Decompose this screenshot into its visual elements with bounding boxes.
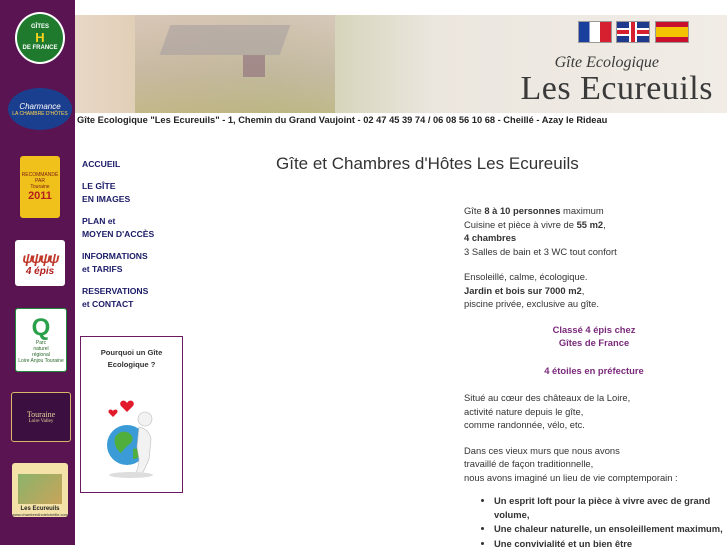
description-line-3: nous avons imaginé un lieu de vie comptemporain : bbox=[464, 471, 678, 483]
parc-line2: naturel bbox=[33, 346, 49, 352]
description-paragraph bbox=[464, 444, 724, 485]
nav-gite-label-1: LE GÎTE bbox=[82, 181, 116, 191]
nav-info-label-1: INFORMATIONS bbox=[82, 251, 148, 261]
charmance-logo[interactable] bbox=[8, 88, 72, 130]
heart-icon-small bbox=[108, 410, 117, 417]
page-title: Gîte et Chambres d'Hôtes Les Ecureuils bbox=[276, 154, 579, 173]
location-paragraph bbox=[464, 391, 724, 432]
capacity-text-c: maximum bbox=[560, 205, 604, 216]
kitchen-text-a: Cuisine et pièce à vivre de bbox=[464, 218, 577, 230]
kitchen-text-c: , bbox=[603, 218, 606, 230]
nav-informations-tarifs[interactable] bbox=[82, 250, 182, 276]
description-line-1: Dans ces vieux murs que nous avons bbox=[464, 444, 620, 456]
banner-title: Les Ecureuils bbox=[520, 70, 713, 107]
ecologique-question-1: Pourquoi un Gîte bbox=[100, 348, 163, 357]
recommande-name: Touraine bbox=[30, 184, 50, 190]
bedrooms-count: 4 chambres bbox=[464, 232, 517, 243]
capacity-paragraph bbox=[464, 204, 724, 258]
nav-reservations-contact[interactable] bbox=[82, 285, 182, 311]
nav-plan-label-2: MOYEN D'ACCÈS bbox=[82, 229, 155, 239]
wheat-icon: ψψψψ bbox=[22, 249, 58, 266]
recommande-touraine-badge[interactable] bbox=[20, 156, 60, 218]
epis-badge[interactable] bbox=[15, 240, 65, 286]
banner-subtitle: Gîte Ecologique bbox=[554, 54, 659, 71]
classification-paragraph bbox=[464, 323, 724, 350]
pool-text: piscine privée, exclusive au gîte. bbox=[464, 298, 599, 309]
environment-paragraph bbox=[464, 270, 724, 311]
heart-icon bbox=[120, 401, 134, 412]
nav-resa-label-1: RESERVATIONS bbox=[82, 286, 149, 296]
header-banner bbox=[75, 15, 727, 113]
nav-gite-label-2: EN IMAGES bbox=[82, 194, 131, 204]
gites-logo-mark: H bbox=[35, 30, 45, 45]
classification-line-2: Gîtes de France bbox=[558, 337, 630, 348]
location-line-3: comme randonnée, vélo, etc. bbox=[464, 419, 585, 430]
list-item: • Une convivialité et un bien être bbox=[494, 537, 724, 551]
banner-roof bbox=[160, 25, 291, 55]
bathrooms-text: 3 Salles de bain et 3 WC tout confort bbox=[464, 245, 617, 257]
stars-text: 4 étoiles en préfecture bbox=[544, 364, 644, 376]
ecologique-question-2: Ecologique ? bbox=[107, 360, 156, 369]
stars-paragraph bbox=[464, 364, 724, 378]
capacity-text-a: Gîte bbox=[464, 205, 485, 216]
globe-hug-illustration bbox=[101, 397, 161, 479]
ecureuils-photo bbox=[18, 474, 62, 504]
list-item: • Un esprit loft pour la pièce à vivre avec de grand volume, bbox=[494, 494, 724, 521]
ecureuils-url: www.chambredhotelcheille.com bbox=[12, 512, 68, 517]
touraine-loire-valley-logo[interactable] bbox=[11, 392, 71, 442]
flag-france-icon[interactable] bbox=[578, 21, 612, 43]
ecologique-promo-box[interactable] bbox=[80, 336, 183, 493]
gites-de-france-logo[interactable] bbox=[15, 12, 65, 64]
main-content bbox=[464, 204, 724, 551]
location-line-1: Situé au cœur des châteaux de la Loire, bbox=[464, 392, 631, 403]
gites-logo-bottom: DE FRANCE bbox=[22, 45, 58, 51]
touraine-name: Touraine bbox=[26, 410, 56, 419]
charmance-name: Charmance bbox=[19, 101, 61, 111]
description-line-2: travaillé de façon traditionnelle, bbox=[464, 458, 594, 469]
parc-line1: Parc bbox=[35, 340, 47, 346]
figure-head-icon bbox=[138, 412, 152, 426]
flag-uk-icon[interactable] bbox=[616, 21, 650, 43]
garden-comma: , bbox=[581, 284, 585, 296]
nav-plan-acces[interactable] bbox=[82, 215, 182, 241]
location-line-2: activité nature depuis le gîte, bbox=[464, 405, 584, 417]
parc-naturel-logo[interactable] bbox=[15, 308, 67, 372]
main-nav bbox=[82, 158, 182, 320]
list-item: • Une chaleur naturelle, un ensoleillement maximum, bbox=[494, 522, 724, 536]
nav-accueil-label: ACCUEIL bbox=[82, 159, 121, 169]
nav-gite-images[interactable] bbox=[82, 180, 182, 206]
environment-text: Ensoleillé, calme, écologique. bbox=[464, 271, 588, 282]
garden-area: Jardin et bois sur 7000 m2 bbox=[464, 284, 582, 296]
ecureuils-name: Les Ecureuils bbox=[20, 506, 60, 512]
classification-line-1: Classé 4 épis chez bbox=[552, 323, 636, 335]
gites-logo-top: GÎTES bbox=[30, 24, 49, 30]
features-list bbox=[464, 494, 724, 550]
capacity-persons: 8 à 10 personnes bbox=[484, 205, 561, 216]
recommande-top: RECOMMANDÉ PAR bbox=[21, 172, 59, 184]
kitchen-area: 55 m2 bbox=[576, 218, 604, 230]
address-bar: Gîte Ecologique "Les Ecureuils" - 1, Chemin du Grand Vaujoint - 02 47 45 39 74 / 06 08 56 10 68 - Cheillé - Azay le Rideau bbox=[77, 115, 608, 125]
recommande-year: 2011 bbox=[28, 190, 52, 202]
touraine-sub: Loire Valley bbox=[28, 419, 54, 424]
charmance-sub: LA CHAMBRE D'HÔTES bbox=[12, 110, 68, 117]
nav-resa-label-2: et CONTACT bbox=[82, 299, 134, 309]
ecureuils-badge[interactable] bbox=[12, 463, 68, 517]
nav-accueil[interactable] bbox=[82, 158, 182, 171]
nav-info-label-2: et TARIFS bbox=[82, 264, 123, 274]
sidebar bbox=[0, 0, 75, 545]
flag-spain-icon[interactable] bbox=[655, 21, 689, 43]
parc-line4: Loire Anjou Touraine bbox=[18, 358, 64, 364]
parc-logo-mark: Q bbox=[31, 314, 51, 341]
epis-label: 4 épis bbox=[25, 265, 55, 277]
parc-line3: régional bbox=[32, 352, 50, 358]
ecologique-question bbox=[87, 347, 176, 371]
banner-window bbox=[243, 55, 265, 77]
nav-plan-label-1: PLAN et bbox=[82, 216, 116, 226]
